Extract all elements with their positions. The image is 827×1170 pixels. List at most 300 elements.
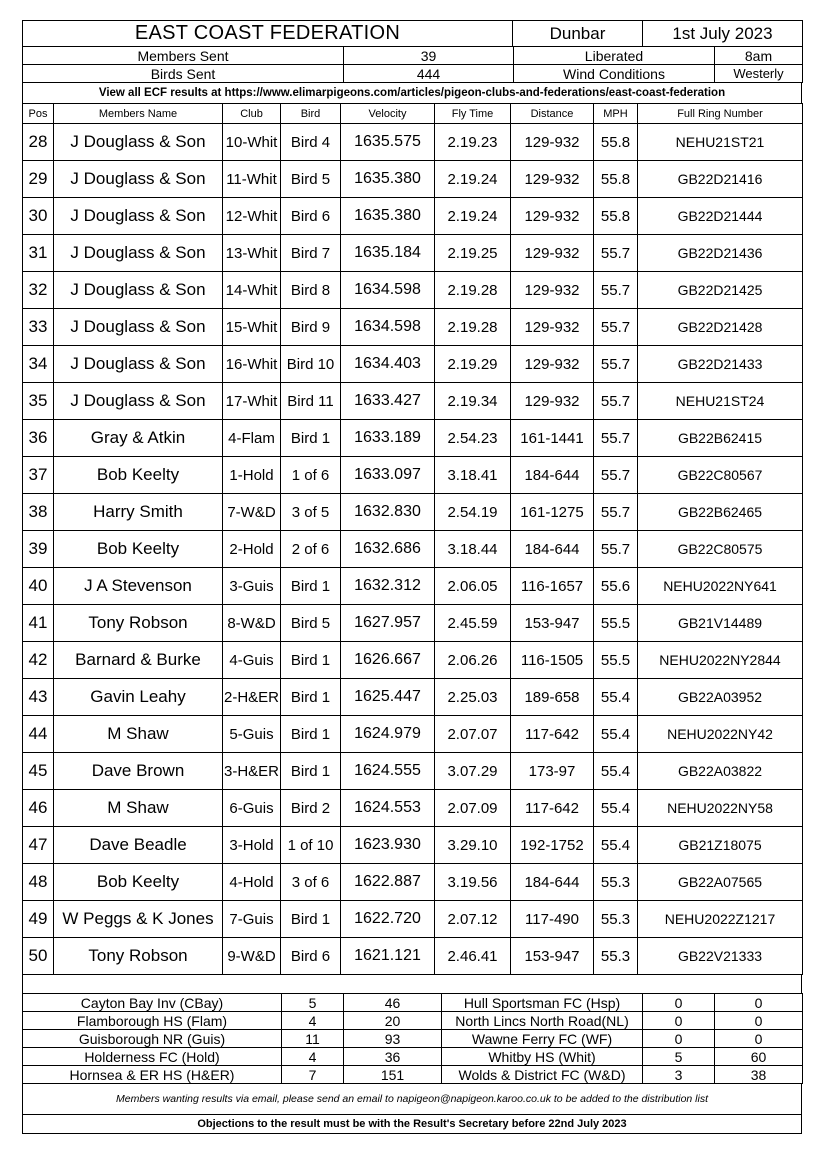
result-row xyxy=(23,568,803,605)
mph-cell: 55.7 xyxy=(594,494,638,531)
fly-time-cell: 3.18.44 xyxy=(435,531,511,568)
pos-cell: 38 xyxy=(23,494,54,531)
pos-cell: 41 xyxy=(23,605,54,642)
bird-cell: Bird 1 xyxy=(281,753,341,790)
club-members-right: 0 xyxy=(643,1012,715,1030)
col-members-name: Members Name xyxy=(54,104,223,124)
fly-time-cell: 2.19.24 xyxy=(435,161,511,198)
club-cell: 3-Guis xyxy=(223,568,281,605)
col-velocity: Velocity xyxy=(341,104,435,124)
club-members-left: 4 xyxy=(282,1048,344,1066)
mph-cell: 55.3 xyxy=(594,864,638,901)
bird-cell: Bird 1 xyxy=(281,901,341,938)
velocity-cell: 1634.403 xyxy=(341,346,435,383)
distance-cell: 129-932 xyxy=(511,272,594,309)
ring-number-cell: GB22D21428 xyxy=(638,309,803,346)
fly-time-cell: 2.54.19 xyxy=(435,494,511,531)
distance-cell: 173-97 xyxy=(511,753,594,790)
result-row xyxy=(23,235,803,272)
distance-cell: 161-1441 xyxy=(511,420,594,457)
club-row xyxy=(23,1030,803,1048)
col-bird: Bird xyxy=(281,104,341,124)
club-birds-right: 38 xyxy=(715,1066,803,1084)
pos-cell: 30 xyxy=(23,198,54,235)
club-name-left: Guisborough NR (Guis) xyxy=(23,1030,282,1048)
result-row xyxy=(23,753,803,790)
results-table xyxy=(22,103,803,975)
fly-time-cell: 2.19.28 xyxy=(435,272,511,309)
velocity-cell: 1632.686 xyxy=(341,531,435,568)
pos-cell: 37 xyxy=(23,457,54,494)
result-row xyxy=(23,309,803,346)
pos-cell: 29 xyxy=(23,161,54,198)
mph-cell: 55.4 xyxy=(594,716,638,753)
ring-number-cell: NEHU21ST21 xyxy=(638,124,803,161)
header-table xyxy=(22,20,803,47)
mph-cell: 55.7 xyxy=(594,383,638,420)
club-row xyxy=(23,1066,803,1084)
fly-time-cell: 2.19.24 xyxy=(435,198,511,235)
ring-number-cell: GB21Z18075 xyxy=(638,827,803,864)
club-cell: 2-Hold xyxy=(223,531,281,568)
distance-cell: 184-644 xyxy=(511,457,594,494)
velocity-cell: 1634.598 xyxy=(341,309,435,346)
club-name-right: Wawne Ferry FC (WF) xyxy=(442,1030,643,1048)
result-row xyxy=(23,864,803,901)
ring-number-cell: GB22C80575 xyxy=(638,531,803,568)
club-birds-right: 60 xyxy=(715,1048,803,1066)
distance-cell: 129-932 xyxy=(511,161,594,198)
distance-cell: 129-932 xyxy=(511,309,594,346)
mph-cell: 55.7 xyxy=(594,531,638,568)
pos-cell: 50 xyxy=(23,938,54,975)
distance-cell: 129-932 xyxy=(511,124,594,161)
club-birds-right: 0 xyxy=(715,994,803,1012)
member-name-cell: Tony Robson xyxy=(54,938,223,975)
ring-number-cell: NEHU2022Z1217 xyxy=(638,901,803,938)
ring-number-cell: GB22A03822 xyxy=(638,753,803,790)
member-name-cell: J Douglass & Son xyxy=(54,198,223,235)
pos-cell: 33 xyxy=(23,309,54,346)
bird-cell: Bird 5 xyxy=(281,605,341,642)
members-sent-row xyxy=(23,47,803,65)
result-row xyxy=(23,346,803,383)
results-body xyxy=(23,124,803,975)
pos-cell: 35 xyxy=(23,383,54,420)
velocity-cell: 1622.720 xyxy=(341,901,435,938)
member-name-cell: Gavin Leahy xyxy=(54,679,223,716)
bird-cell: 3 of 6 xyxy=(281,864,341,901)
race-point: Dunbar xyxy=(513,21,643,47)
mph-cell: 55.5 xyxy=(594,605,638,642)
pos-cell: 39 xyxy=(23,531,54,568)
ring-number-cell: NEHU2022NY641 xyxy=(638,568,803,605)
fly-time-cell: 2.19.34 xyxy=(435,383,511,420)
velocity-cell: 1635.184 xyxy=(341,235,435,272)
bird-cell: Bird 1 xyxy=(281,716,341,753)
club-cell: 17-Whit xyxy=(223,383,281,420)
velocity-cell: 1625.447 xyxy=(341,679,435,716)
bird-cell: Bird 11 xyxy=(281,383,341,420)
pos-cell: 49 xyxy=(23,901,54,938)
bird-cell: Bird 1 xyxy=(281,679,341,716)
mph-cell: 55.4 xyxy=(594,679,638,716)
velocity-cell: 1622.887 xyxy=(341,864,435,901)
velocity-cell: 1621.121 xyxy=(341,938,435,975)
ring-number-cell: GB22D21416 xyxy=(638,161,803,198)
distance-cell: 153-947 xyxy=(511,605,594,642)
pos-cell: 42 xyxy=(23,642,54,679)
club-cell: 4-Hold xyxy=(223,864,281,901)
birds-sent-row xyxy=(23,65,803,83)
velocity-cell: 1624.555 xyxy=(341,753,435,790)
club-birds-right: 0 xyxy=(715,1030,803,1048)
member-name-cell: J Douglass & Son xyxy=(54,235,223,272)
bird-cell: Bird 8 xyxy=(281,272,341,309)
velocity-cell: 1632.830 xyxy=(341,494,435,531)
mph-cell: 55.8 xyxy=(594,161,638,198)
fly-time-cell: 2.06.05 xyxy=(435,568,511,605)
club-cell: 15-Whit xyxy=(223,309,281,346)
bird-cell: Bird 4 xyxy=(281,124,341,161)
result-row xyxy=(23,531,803,568)
velocity-cell: 1633.427 xyxy=(341,383,435,420)
bird-cell: Bird 2 xyxy=(281,790,341,827)
result-row xyxy=(23,790,803,827)
club-cell: 5-Guis xyxy=(223,716,281,753)
distance-cell: 116-1505 xyxy=(511,642,594,679)
result-row xyxy=(23,124,803,161)
member-name-cell: J Douglass & Son xyxy=(54,346,223,383)
col-fly-time: Fly Time xyxy=(435,104,511,124)
pos-cell: 48 xyxy=(23,864,54,901)
club-cell: 8-W&D xyxy=(223,605,281,642)
mph-cell: 55.8 xyxy=(594,198,638,235)
club-name-right: Wolds & District FC (W&D) xyxy=(442,1066,643,1084)
result-row xyxy=(23,420,803,457)
bird-cell: Bird 9 xyxy=(281,309,341,346)
col-ring-number: Full Ring Number xyxy=(638,104,803,124)
bird-cell: Bird 1 xyxy=(281,568,341,605)
bird-cell: Bird 7 xyxy=(281,235,341,272)
member-name-cell: J Douglass & Son xyxy=(54,124,223,161)
result-row xyxy=(23,494,803,531)
ring-number-cell: GB22V21333 xyxy=(638,938,803,975)
liberated-label: Liberated xyxy=(514,47,715,65)
fly-time-cell: 3.19.56 xyxy=(435,864,511,901)
result-row xyxy=(23,605,803,642)
ring-number-cell: NEHU2022NY42 xyxy=(638,716,803,753)
velocity-cell: 1635.380 xyxy=(341,198,435,235)
club-cell: 4-Guis xyxy=(223,642,281,679)
club-cell: 13-Whit xyxy=(223,235,281,272)
pos-cell: 46 xyxy=(23,790,54,827)
mph-cell: 55.7 xyxy=(594,309,638,346)
fly-time-cell: 2.19.25 xyxy=(435,235,511,272)
bird-cell: Bird 6 xyxy=(281,198,341,235)
bird-cell: Bird 10 xyxy=(281,346,341,383)
bird-cell: Bird 1 xyxy=(281,420,341,457)
member-name-cell: Harry Smith xyxy=(54,494,223,531)
velocity-cell: 1627.957 xyxy=(341,605,435,642)
birds-sent-label: Birds Sent xyxy=(23,65,344,83)
fly-time-cell: 3.18.41 xyxy=(435,457,511,494)
fly-time-cell: 2.07.12 xyxy=(435,901,511,938)
velocity-cell: 1626.667 xyxy=(341,642,435,679)
club-cell: 7-Guis xyxy=(223,901,281,938)
distance-cell: 184-644 xyxy=(511,864,594,901)
member-name-cell: Bob Keelty xyxy=(54,864,223,901)
mph-cell: 55.7 xyxy=(594,346,638,383)
club-name-left: Hornsea & ER HS (H&ER) xyxy=(23,1066,282,1084)
distance-cell: 129-932 xyxy=(511,235,594,272)
member-name-cell: J Douglass & Son xyxy=(54,272,223,309)
ring-number-cell: GB22A07565 xyxy=(638,864,803,901)
distance-cell: 129-932 xyxy=(511,383,594,420)
club-name-left: Flamborough HS (Flam) xyxy=(23,1012,282,1030)
fly-time-cell: 2.19.29 xyxy=(435,346,511,383)
mph-cell: 55.8 xyxy=(594,124,638,161)
birds-sent-value: 444 xyxy=(344,65,514,83)
bird-cell: 3 of 5 xyxy=(281,494,341,531)
club-cell: 11-Whit xyxy=(223,161,281,198)
title-row xyxy=(23,21,803,47)
results-sheet xyxy=(22,20,802,1134)
club-cell: 14-Whit xyxy=(223,272,281,309)
ring-number-cell: NEHU2022NY2844 xyxy=(638,642,803,679)
column-header-row xyxy=(23,104,803,124)
fly-time-cell: 2.19.28 xyxy=(435,309,511,346)
ring-number-cell: NEHU2022NY58 xyxy=(638,790,803,827)
velocity-cell: 1623.930 xyxy=(341,827,435,864)
ring-number-cell: NEHU21ST24 xyxy=(638,383,803,420)
result-row xyxy=(23,901,803,938)
club-members-right: 0 xyxy=(643,994,715,1012)
members-sent-label: Members Sent xyxy=(23,47,344,65)
spacer-table xyxy=(22,974,802,994)
member-name-cell: Barnard & Burke xyxy=(54,642,223,679)
club-row xyxy=(23,1048,803,1066)
ring-number-cell: GB22D21433 xyxy=(638,346,803,383)
club-members-left: 5 xyxy=(282,994,344,1012)
clubs-body xyxy=(23,994,803,1084)
pos-cell: 32 xyxy=(23,272,54,309)
club-birds-left: 151 xyxy=(344,1066,442,1084)
club-cell: 12-Whit xyxy=(223,198,281,235)
result-row xyxy=(23,938,803,975)
member-name-cell: Dave Brown xyxy=(54,753,223,790)
result-row xyxy=(23,457,803,494)
distance-cell: 184-644 xyxy=(511,531,594,568)
member-name-cell: Gray & Atkin xyxy=(54,420,223,457)
link-table xyxy=(22,82,802,104)
member-name-cell: J Douglass & Son xyxy=(54,161,223,198)
mph-cell: 55.3 xyxy=(594,901,638,938)
club-birds-left: 46 xyxy=(344,994,442,1012)
member-name-cell: Tony Robson xyxy=(54,605,223,642)
fly-time-cell: 2.46.41 xyxy=(435,938,511,975)
col-distance: Distance xyxy=(511,104,594,124)
ring-number-cell: GB22D21425 xyxy=(638,272,803,309)
club-birds-left: 20 xyxy=(344,1012,442,1030)
club-name-left: Holderness FC (Hold) xyxy=(23,1048,282,1066)
ring-number-cell: GB22B62415 xyxy=(638,420,803,457)
email-note-table xyxy=(22,1083,802,1115)
fly-time-cell: 3.07.29 xyxy=(435,753,511,790)
clubs-table xyxy=(22,993,803,1084)
bird-cell: 1 of 6 xyxy=(281,457,341,494)
federation-title: EAST COAST FEDERATION xyxy=(23,21,513,47)
fly-time-cell: 2.19.23 xyxy=(435,124,511,161)
club-cell: 1-Hold xyxy=(223,457,281,494)
club-members-left: 11 xyxy=(282,1030,344,1048)
member-name-cell: Dave Beadle xyxy=(54,827,223,864)
distance-cell: 153-947 xyxy=(511,938,594,975)
mph-cell: 55.4 xyxy=(594,790,638,827)
result-row xyxy=(23,827,803,864)
result-row xyxy=(23,642,803,679)
fly-time-cell: 3.29.10 xyxy=(435,827,511,864)
mph-cell: 55.5 xyxy=(594,642,638,679)
velocity-cell: 1633.097 xyxy=(341,457,435,494)
velocity-cell: 1634.598 xyxy=(341,272,435,309)
mph-cell: 55.4 xyxy=(594,827,638,864)
fly-time-cell: 2.54.23 xyxy=(435,420,511,457)
velocity-cell: 1635.380 xyxy=(341,161,435,198)
ring-number-cell: GB22C80567 xyxy=(638,457,803,494)
club-cell: 3-H&ER xyxy=(223,753,281,790)
fly-time-cell: 2.45.59 xyxy=(435,605,511,642)
pos-cell: 36 xyxy=(23,420,54,457)
distance-cell: 192-1752 xyxy=(511,827,594,864)
result-row xyxy=(23,272,803,309)
club-name-right: North Lincs North Road(NL) xyxy=(442,1012,643,1030)
bird-cell: Bird 5 xyxy=(281,161,341,198)
pos-cell: 47 xyxy=(23,827,54,864)
club-members-right: 0 xyxy=(643,1030,715,1048)
pos-cell: 44 xyxy=(23,716,54,753)
member-name-cell: Bob Keelty xyxy=(54,457,223,494)
velocity-cell: 1633.189 xyxy=(341,420,435,457)
club-members-right: 3 xyxy=(643,1066,715,1084)
club-cell: 6-Guis xyxy=(223,790,281,827)
club-cell: 4-Flam xyxy=(223,420,281,457)
distance-cell: 129-932 xyxy=(511,198,594,235)
club-cell: 10-Whit xyxy=(223,124,281,161)
member-name-cell: J Douglass & Son xyxy=(54,309,223,346)
velocity-cell: 1624.553 xyxy=(341,790,435,827)
bird-cell: 1 of 10 xyxy=(281,827,341,864)
pos-cell: 45 xyxy=(23,753,54,790)
ring-number-cell: GB21V14489 xyxy=(638,605,803,642)
pos-cell: 31 xyxy=(23,235,54,272)
results-link[interactable]: View all ECF results at https://www.elimarpigeons.com/articles/pigeon-clubs-and-federations/east-coast-federation xyxy=(23,83,802,104)
col-mph: MPH xyxy=(594,104,638,124)
pos-cell: 40 xyxy=(23,568,54,605)
velocity-cell: 1624.979 xyxy=(341,716,435,753)
member-name-cell: M Shaw xyxy=(54,716,223,753)
email-note: Members wanting results via email, please send an email to napigeon@napigeon.karoo.co.uk to be added to the distribution list xyxy=(23,1084,802,1115)
bird-cell: 2 of 6 xyxy=(281,531,341,568)
members-sent-value: 39 xyxy=(344,47,514,65)
distance-cell: 117-642 xyxy=(511,790,594,827)
distance-cell: 117-642 xyxy=(511,716,594,753)
club-members-left: 4 xyxy=(282,1012,344,1030)
result-row xyxy=(23,161,803,198)
club-name-right: Whitby HS (Whit) xyxy=(442,1048,643,1066)
club-cell: 9-W&D xyxy=(223,938,281,975)
mph-cell: 55.7 xyxy=(594,457,638,494)
club-name-right: Hull Sportsman FC (Hsp) xyxy=(442,994,643,1012)
col-club: Club xyxy=(223,104,281,124)
mph-cell: 55.6 xyxy=(594,568,638,605)
bird-cell: Bird 6 xyxy=(281,938,341,975)
club-members-left: 7 xyxy=(282,1066,344,1084)
club-cell: 7-W&D xyxy=(223,494,281,531)
result-row xyxy=(23,716,803,753)
col-pos: Pos xyxy=(23,104,54,124)
race-date: 1st July 2023 xyxy=(643,21,803,47)
ring-number-cell: GB22D21436 xyxy=(638,235,803,272)
spacer-row xyxy=(23,975,802,994)
pos-cell: 43 xyxy=(23,679,54,716)
distance-cell: 116-1657 xyxy=(511,568,594,605)
distance-cell: 129-932 xyxy=(511,346,594,383)
club-name-left: Cayton Bay Inv (CBay) xyxy=(23,994,282,1012)
club-row xyxy=(23,994,803,1012)
club-birds-right: 0 xyxy=(715,1012,803,1030)
liberated-value: 8am xyxy=(715,47,803,65)
fly-time-cell: 2.25.03 xyxy=(435,679,511,716)
pos-cell: 34 xyxy=(23,346,54,383)
member-name-cell: J A Stevenson xyxy=(54,568,223,605)
objections-table xyxy=(22,1114,802,1134)
club-cell: 2-H&ER xyxy=(223,679,281,716)
mph-cell: 55.7 xyxy=(594,420,638,457)
distance-cell: 189-658 xyxy=(511,679,594,716)
fly-time-cell: 2.07.07 xyxy=(435,716,511,753)
sent-table xyxy=(22,46,803,83)
club-row xyxy=(23,1012,803,1030)
member-name-cell: J Douglass & Son xyxy=(54,383,223,420)
club-cell: 16-Whit xyxy=(223,346,281,383)
mph-cell: 55.7 xyxy=(594,235,638,272)
result-row xyxy=(23,198,803,235)
club-birds-left: 93 xyxy=(344,1030,442,1048)
result-row xyxy=(23,679,803,716)
fly-time-cell: 2.06.26 xyxy=(435,642,511,679)
mph-cell: 55.3 xyxy=(594,938,638,975)
wind-value: Westerly xyxy=(715,65,803,83)
member-name-cell: Bob Keelty xyxy=(54,531,223,568)
club-birds-left: 36 xyxy=(344,1048,442,1066)
ring-number-cell: GB22A03952 xyxy=(638,679,803,716)
member-name-cell: W Peggs & K Jones xyxy=(54,901,223,938)
pos-cell: 28 xyxy=(23,124,54,161)
distance-cell: 117-490 xyxy=(511,901,594,938)
club-cell: 3-Hold xyxy=(223,827,281,864)
ring-number-cell: GB22D21444 xyxy=(638,198,803,235)
distance-cell: 161-1275 xyxy=(511,494,594,531)
objections-note: Objections to the result must be with the Result's Secretary before 22nd July 2023 xyxy=(23,1115,802,1134)
ring-number-cell: GB22B62465 xyxy=(638,494,803,531)
bird-cell: Bird 1 xyxy=(281,642,341,679)
velocity-cell: 1632.312 xyxy=(341,568,435,605)
mph-cell: 55.4 xyxy=(594,753,638,790)
mph-cell: 55.7 xyxy=(594,272,638,309)
velocity-cell: 1635.575 xyxy=(341,124,435,161)
result-row xyxy=(23,383,803,420)
